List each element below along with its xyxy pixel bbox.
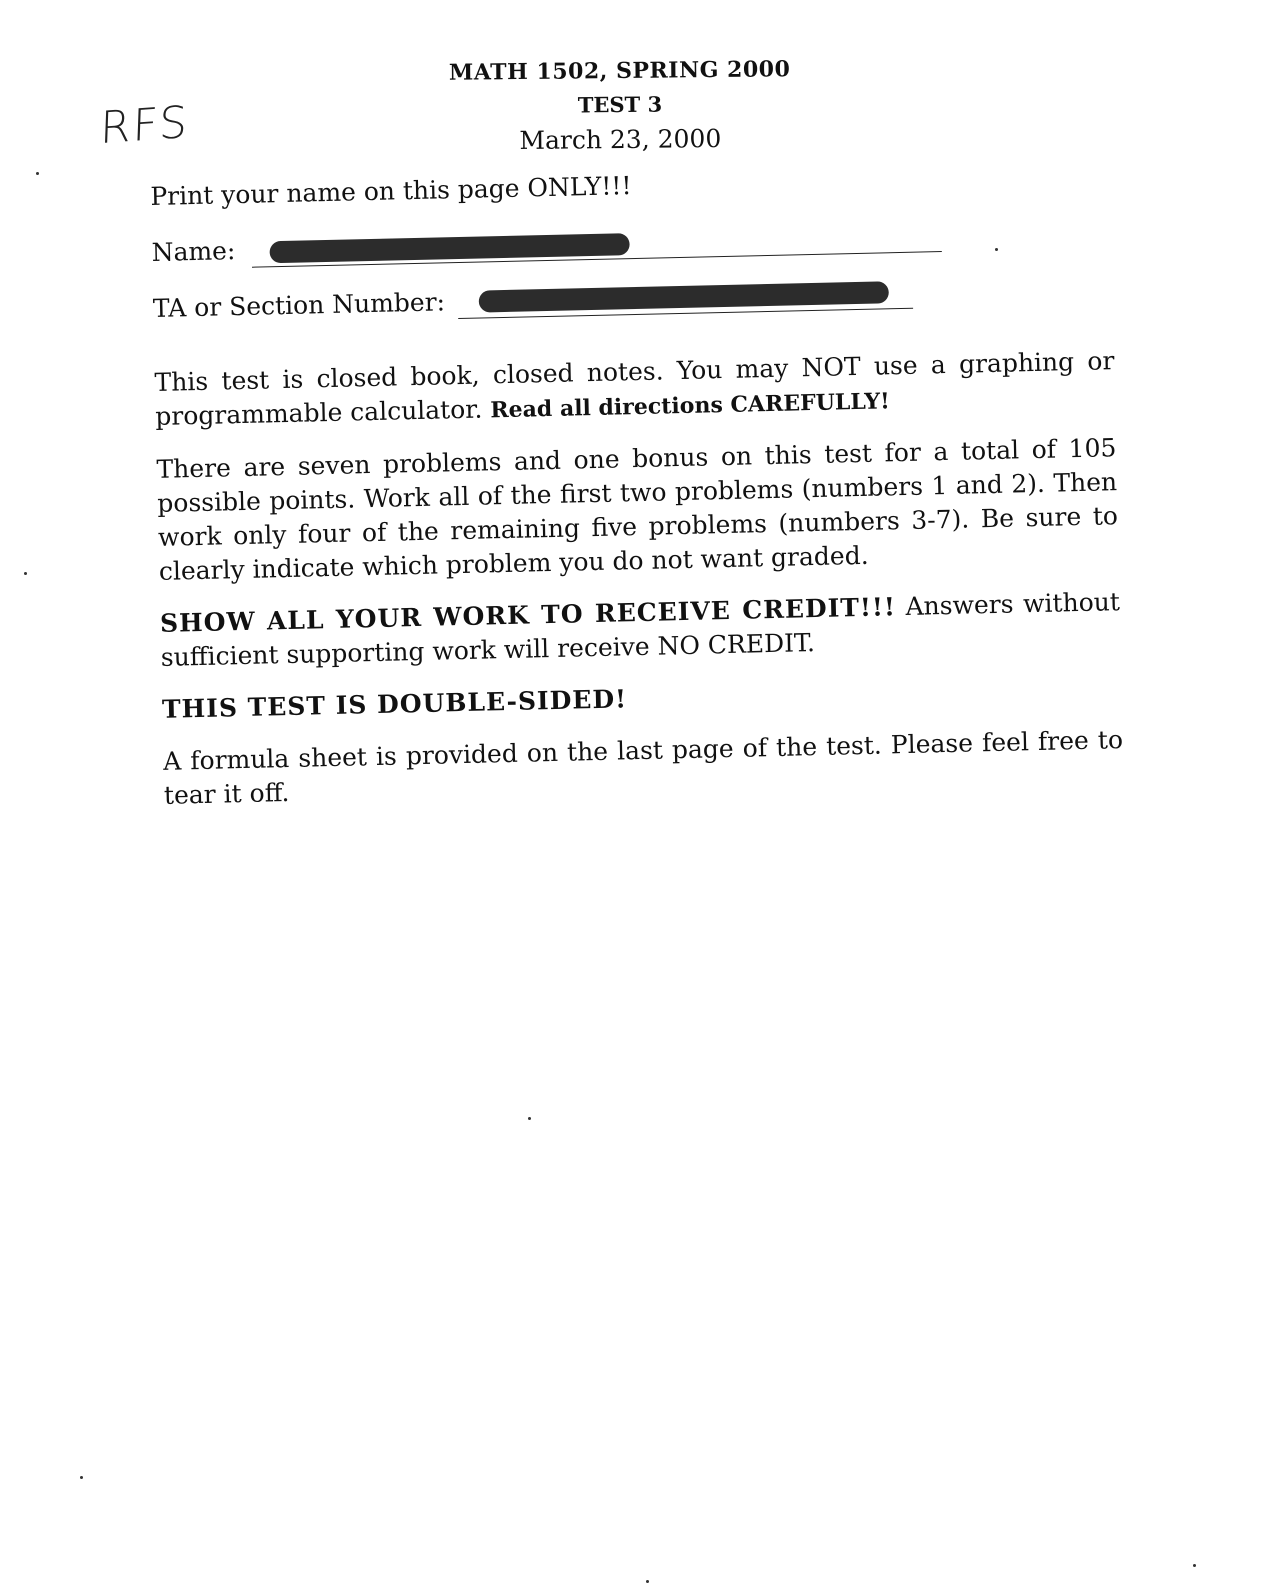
scan-speck <box>646 1580 649 1583</box>
scan-speck <box>24 572 27 575</box>
name-label: Name: <box>151 236 236 267</box>
rules-text: This test is closed book, closed notes. You may NOT use a graphing or programmable calculator. <box>154 346 1115 431</box>
print-name-instruction: Print your name on this page ONLY!!! <box>150 171 632 211</box>
rules-paragraph <box>154 344 1115 435</box>
read-directions-emphasis: Read all directions CAREFULLY! <box>490 388 891 424</box>
handwritten-initials: RFS <box>99 96 190 155</box>
course-title: MATH 1502, SPRING 2000 <box>448 56 791 86</box>
credit-text: Answers without sufficient supporting work will receive NO CREDIT. <box>160 587 1121 672</box>
exam-header <box>439 53 800 159</box>
scan-speck <box>36 172 39 175</box>
instructions-block <box>150 158 1124 813</box>
show-work-paragraph <box>160 585 1121 675</box>
formula-sheet-paragraph: A formula sheet is provided on the last page of the test. Please feel free to tear it off. <box>162 725 1124 810</box>
scan-speck <box>80 1476 83 1479</box>
test-title: TEST 3 <box>577 91 663 118</box>
section-label: TA or Section Number: <box>152 287 446 323</box>
scan-speck <box>1193 1564 1196 1567</box>
double-sided-notice: THIS TEST IS DOUBLE-SIDED! <box>161 684 628 724</box>
problems-paragraph: There are seven problems and one bonus on this test for a total of 105 possible points. Work all of the first two problems (numbers 1 and 2). Then work only four of the remaining five problems (numbers 3-7). Be sure to clearly indicate which problem you do not want graded. <box>156 433 1119 586</box>
scan-speck <box>995 248 998 251</box>
show-work-emphasis: SHOW ALL YOUR WORK TO RECEIVE CREDIT!!! <box>159 592 897 638</box>
scan-speck <box>528 1117 531 1120</box>
section-redaction <box>479 281 889 312</box>
test-date: March 23, 2000 <box>519 123 722 156</box>
